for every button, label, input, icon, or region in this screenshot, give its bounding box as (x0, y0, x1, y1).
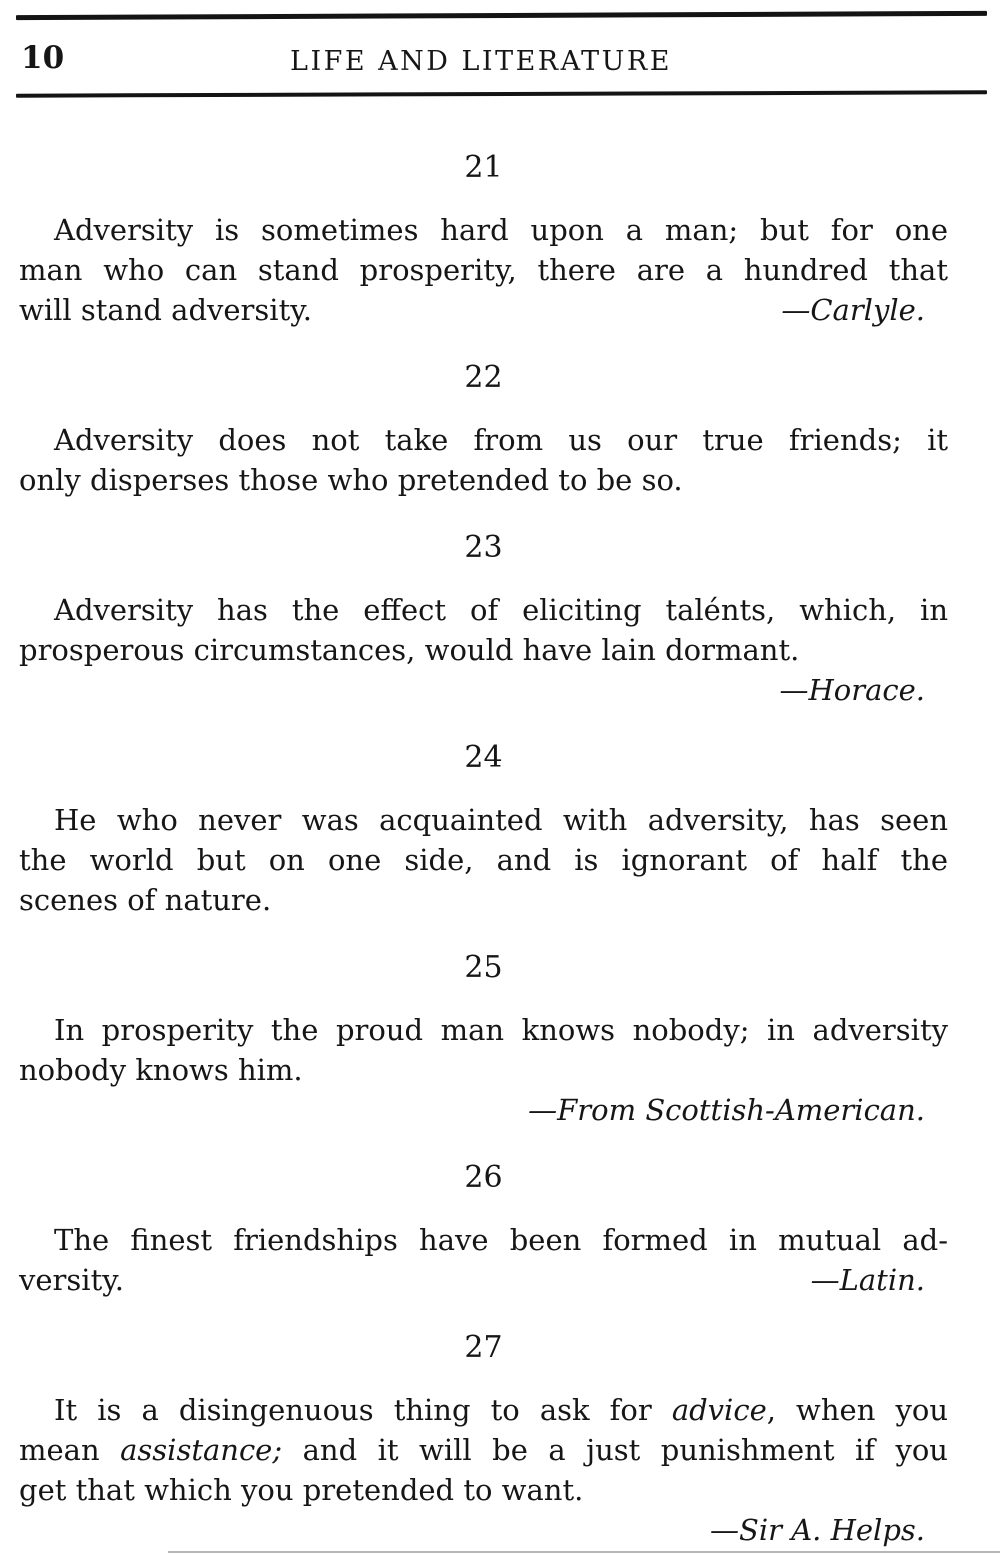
quote-line (19, 1010, 948, 1050)
quote-attribution: —Carlyle. (781, 293, 925, 327)
quote-text (19, 210, 948, 330)
quote-attribution: —Latin. (810, 1263, 925, 1297)
top-rule (16, 11, 987, 20)
quote-line-text (19, 1260, 124, 1300)
quote-attribution: —Horace. (779, 673, 925, 707)
quote-number: 26 (464, 1160, 503, 1195)
page-number: 10 (21, 40, 65, 76)
quote-text (19, 590, 948, 670)
text-segment: , when you (766, 1393, 948, 1427)
text-segment: will stand adversity. (19, 293, 312, 327)
quote-line (19, 1390, 948, 1430)
quote-line (19, 840, 948, 880)
quote-number: 25 (464, 950, 503, 985)
quote-line (19, 1430, 948, 1470)
page-bottom-edge (168, 1551, 1000, 1553)
quote-line-text (54, 593, 948, 627)
quotes (19, 100, 948, 1550)
quote-21 (19, 148, 948, 330)
quote-line (19, 1050, 948, 1090)
quote-line (19, 880, 948, 920)
quote-number: 22 (464, 360, 503, 395)
text-segment: Adversity does not take from us our true friends; it (54, 423, 948, 457)
text-segment: Adversity is sometimes hard upon a man; but for one (54, 213, 948, 247)
text-segment: mean (19, 1433, 121, 1467)
quote-line (19, 630, 948, 670)
quote-line-text (54, 213, 948, 247)
quote-26 (19, 1158, 948, 1300)
text-segment: the world but on one side, and is ignorant of half the (19, 843, 948, 877)
quote-line-text (19, 253, 948, 287)
italic-word: assistance; (120, 1433, 283, 1467)
quote-line-text (19, 1473, 583, 1507)
quote-text (19, 1220, 948, 1300)
quote-number: 24 (464, 740, 503, 775)
quote-attribution: —From Scottish-American. (528, 1093, 925, 1127)
text-segment: get that which you pretended to want. (19, 1473, 584, 1507)
text-segment: In prosperity the proud man knows nobody; in adversity (54, 1013, 948, 1047)
quote-line-text (19, 1433, 948, 1467)
text-segment: It is a disingenuous thing to ask for (54, 1393, 672, 1427)
text-segment: He who never was acquainted with adversity, has seen (54, 803, 948, 837)
text-segment: man who can stand prosperity, there are a hundred that (19, 253, 948, 287)
quote-line-text (19, 633, 799, 667)
quote-line (19, 590, 948, 630)
quote-line-text (19, 463, 683, 497)
quote-number: 23 (464, 530, 503, 565)
quote-line-text (54, 1013, 948, 1047)
text-segment: scenes of nature. (19, 883, 272, 917)
quote-line-text (19, 843, 948, 877)
quote-line-text (54, 1223, 948, 1257)
quote-23 (19, 528, 948, 710)
quote-line-text (54, 803, 948, 837)
quote-line-text (54, 423, 948, 457)
quote-22 (19, 358, 948, 500)
quote-line-text (19, 883, 271, 917)
text-segment: nobody knows him. (19, 1053, 303, 1087)
text-segment: prosperous circumstances, would have lain dormant. (19, 633, 800, 667)
quote-line (19, 420, 948, 460)
quote-line (19, 210, 948, 250)
header-rule (16, 90, 987, 97)
quote-25 (19, 948, 948, 1130)
text-segment: only disperses those who pretended to be so. (19, 463, 683, 497)
text-segment: Adversity has the effect of eliciting talénts, which, in (54, 593, 948, 627)
quote-27 (19, 1328, 948, 1550)
quote-line (19, 250, 948, 290)
running-head: LIFE AND LITERATURE (290, 46, 672, 77)
quote-text (19, 800, 948, 920)
text-segment: The finest friendships have been formed in mutual ad- (54, 1223, 948, 1257)
quote-24 (19, 738, 948, 920)
quote-line (19, 460, 948, 500)
quote-text (19, 420, 948, 500)
quote-attribution: —Sir A. Helps. (710, 1513, 925, 1547)
quote-line (19, 290, 948, 330)
quote-text (19, 1390, 948, 1510)
quote-text (19, 1010, 948, 1090)
quote-line (19, 1470, 948, 1510)
text-segment: and it will be a just punishment if you (282, 1433, 948, 1467)
quote-number: 21 (464, 150, 503, 185)
quote-line-text (54, 1393, 948, 1427)
italic-word: advice (671, 1393, 767, 1427)
quote-line (19, 800, 948, 840)
quote-line (19, 1220, 948, 1260)
quote-line-text (19, 290, 312, 330)
quote-line (19, 1260, 948, 1300)
text-segment: versity. (19, 1263, 124, 1297)
quote-line-text (19, 1053, 303, 1087)
quote-number: 27 (464, 1330, 503, 1365)
